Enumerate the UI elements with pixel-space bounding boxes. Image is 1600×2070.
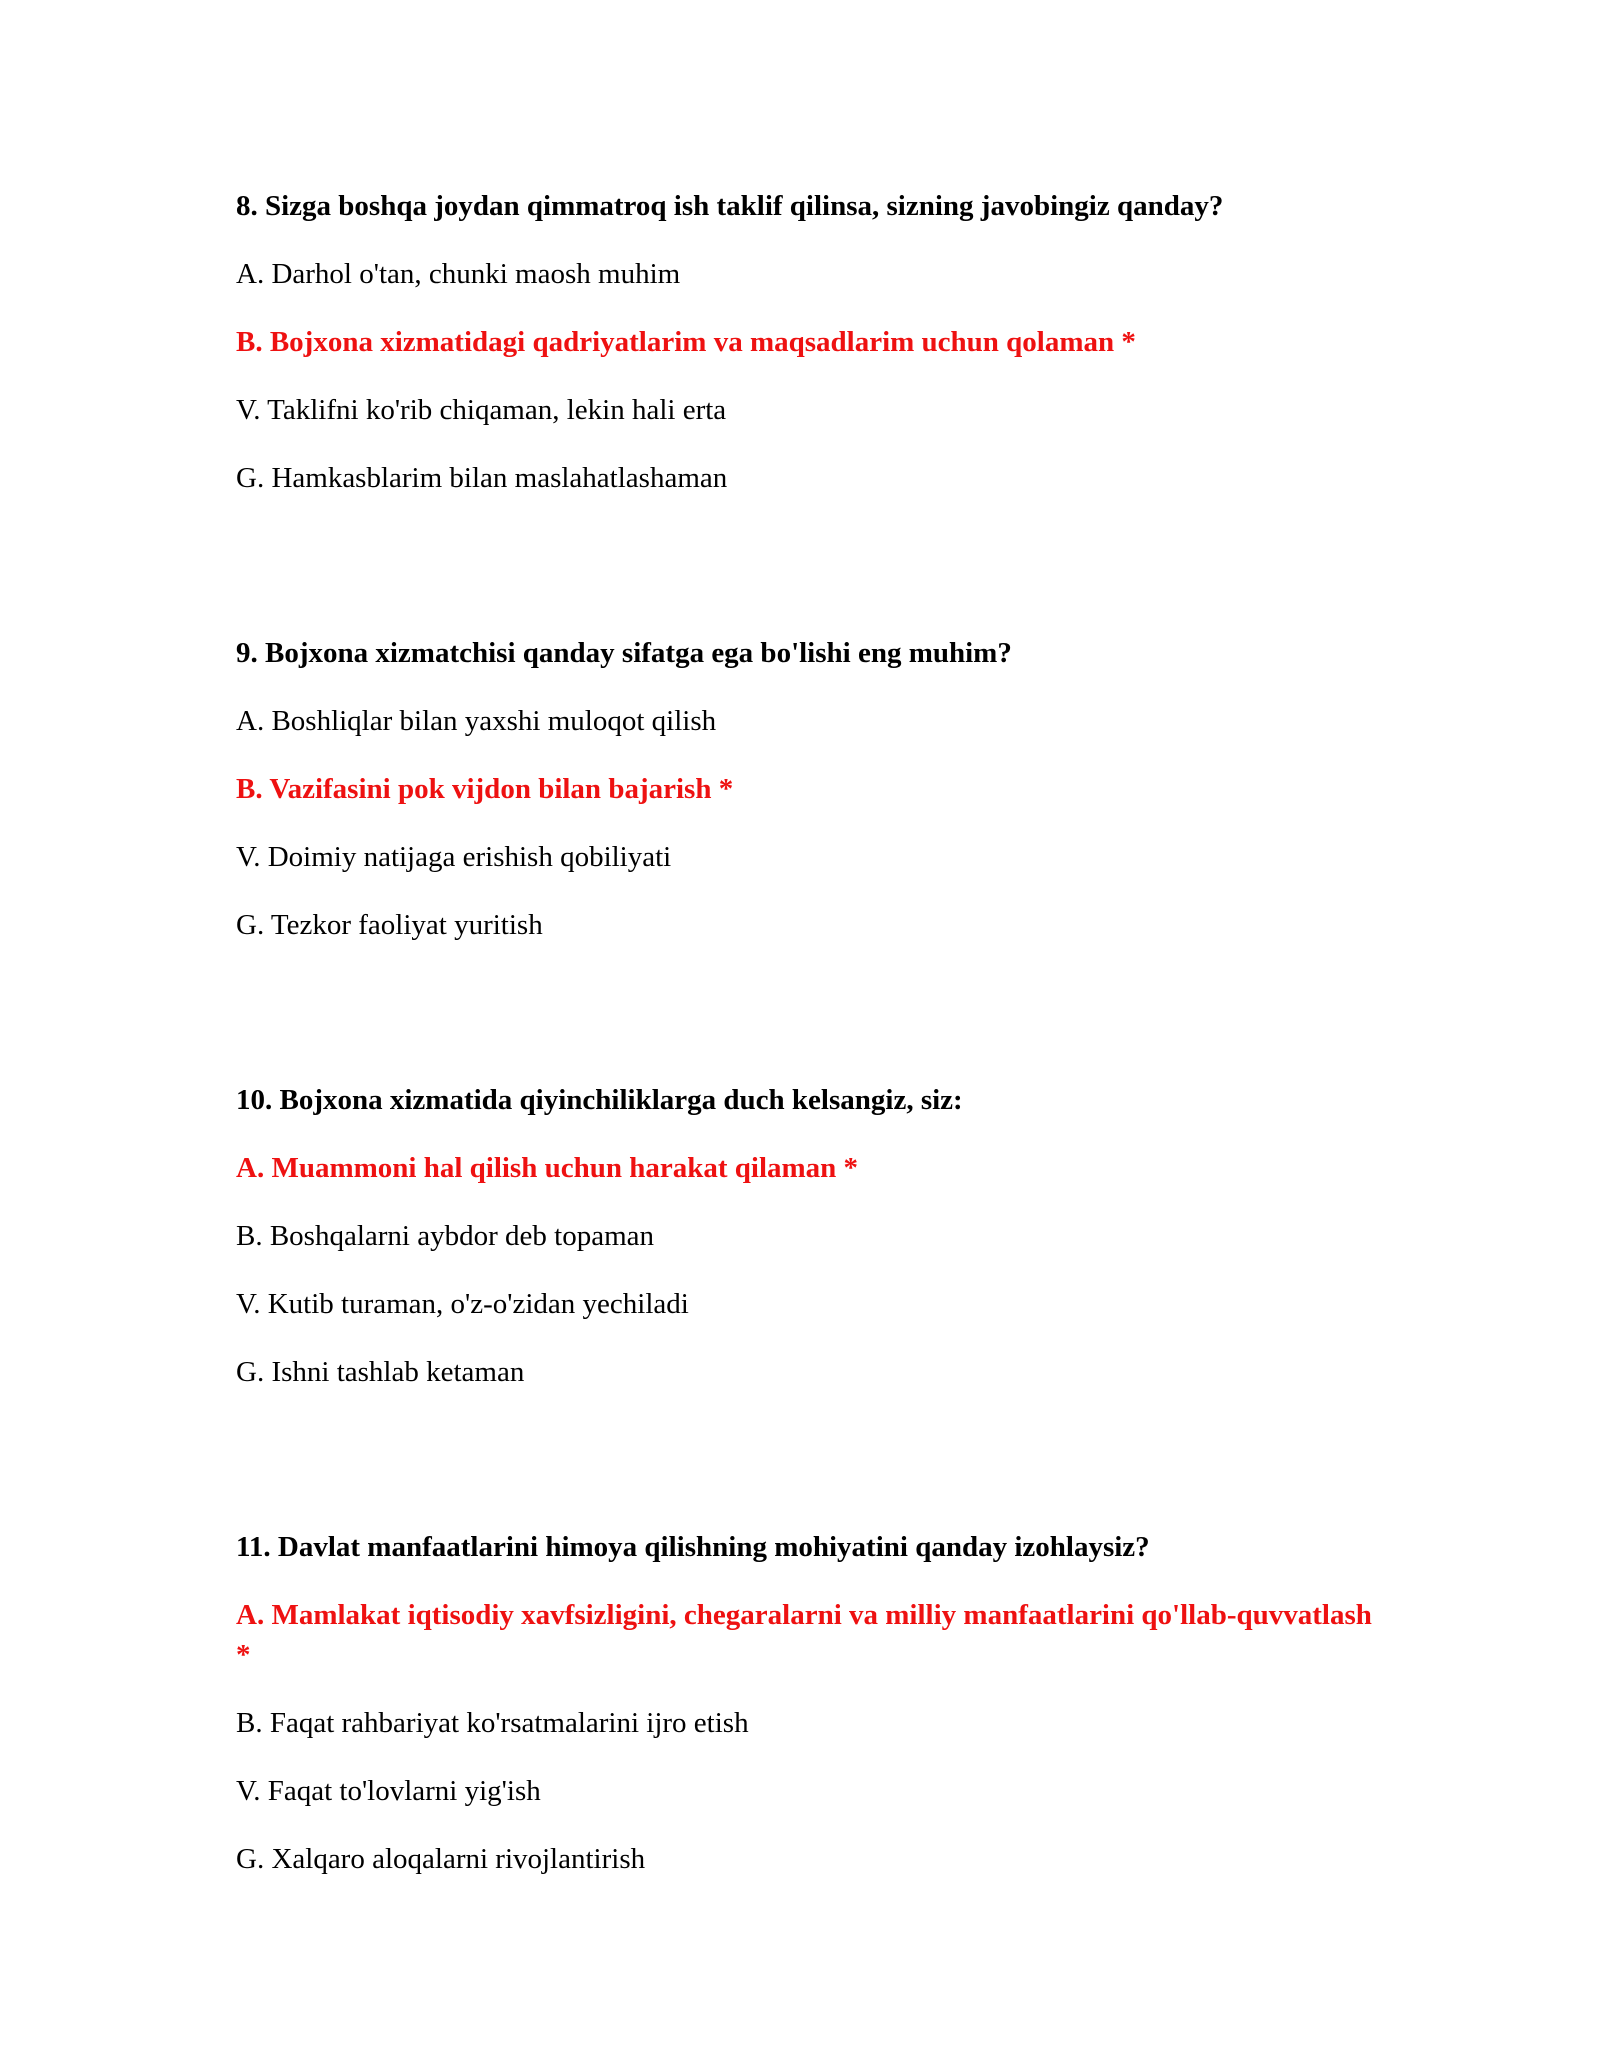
answer-option: B. Faqat rahbariyat ko'rsatmalarini ijro etish: [236, 1707, 749, 1739]
answer-option: G. Hamkasblarim bilan maslahatlashaman: [236, 462, 728, 494]
question-title: 10. Bojxona xizmatida qiyinchiliklarga duch kelsangiz, siz:: [236, 1084, 963, 1116]
correct-answer-option: A. Muammoni hal qilish uchun harakat qilaman *: [236, 1152, 859, 1184]
answer-option: G. Ishni tashlab ketaman: [236, 1356, 525, 1388]
question-title: 9. Bojxona xizmatchisi qanday sifatga ega bo'lishi eng muhim?: [236, 637, 1012, 669]
answer-option: A. Boshliqlar bilan yaxshi muloqot qilish: [236, 705, 717, 737]
question-9: [236, 633, 1376, 945]
correct-answer-option: B. Vazifasini pok vijdon bilan bajarish *: [236, 773, 734, 805]
answer-option: B. Boshqalarni aybdor deb topaman: [236, 1220, 654, 1252]
answer-option: G. Xalqaro aloqalarni rivojlantirish: [236, 1843, 646, 1875]
answer-option: V. Faqat to'lovlarni yig'ish: [236, 1775, 541, 1807]
question-10: [236, 1080, 1376, 1392]
answer-option: V. Kutib turaman, o'z-o'zidan yechiladi: [236, 1288, 689, 1320]
answer-option: V. Taklifni ko'rib chiqaman, lekin hali erta: [236, 394, 727, 426]
question-title: 8. Sizga boshqa joydan qimmatroq ish taklif qilinsa, sizning javobingiz qanday?: [236, 190, 1224, 222]
answer-option: G. Tezkor faoliyat yuritish: [236, 909, 543, 941]
document-page: [236, 186, 1376, 2014]
question-8: [236, 186, 1376, 498]
answer-option: A. Darhol o'tan, chunki maosh muhim: [236, 258, 681, 290]
correct-answer-option: A. Mamlakat iqtisodiy xavfsizligini, chegaralarni va milliy manfaatlarini qo'llab-quvvatlash *: [236, 1599, 1372, 1671]
answer-option: V. Doimiy natijaga erishish qobiliyati: [236, 841, 672, 873]
question-title: 11. Davlat manfaatlarini himoya qilishning mohiyatini qanday izohlaysiz?: [236, 1531, 1150, 1563]
correct-answer-option: B. Bojxona xizmatidagi qadriyatlarim va maqsadlarim uchun qolaman *: [236, 326, 1136, 358]
question-11: [236, 1527, 1376, 1879]
